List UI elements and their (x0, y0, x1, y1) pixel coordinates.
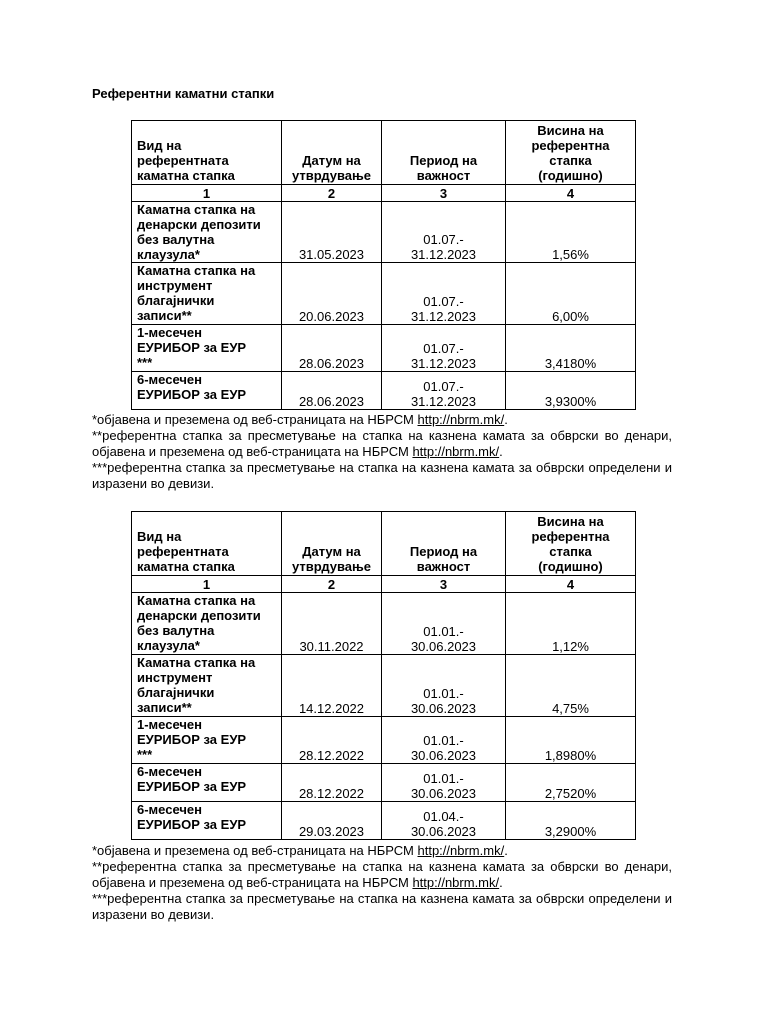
reference-rates-table-1 (131, 120, 636, 410)
validity-period: 01.07.- 31.12.2023 (382, 325, 506, 372)
footnote-1 (92, 412, 672, 428)
table-row (132, 802, 636, 840)
table-row (132, 655, 636, 717)
rate-value: 4,75% (506, 655, 636, 717)
index-cell: 4 (506, 185, 636, 202)
index-row (132, 185, 636, 202)
table-row (132, 202, 636, 263)
rate-type: 6-месечен ЕУРИБОР за ЕУР (132, 764, 282, 802)
nbrm-link[interactable]: http://nbrm.mk/ (412, 444, 500, 459)
table-row (132, 263, 636, 325)
validity-period: 01.07.- 31.12.2023 (382, 372, 506, 410)
index-cell: 1 (132, 576, 282, 593)
footnote-end: . (499, 444, 503, 459)
footnote-text: **референтна стапка за пресметување на стапка на казнена камата за обврски во денари, објавена и преземена од веб-страницата на НБРСМ (92, 859, 672, 890)
rate-value: 1,56% (506, 202, 636, 263)
index-cell: 3 (382, 576, 506, 593)
header-type: Вид на референтната каматна стапка (132, 121, 282, 185)
table-header-row (132, 121, 636, 185)
footnote-text: *објавена и преземена од веб-страницата на НБРСМ (92, 843, 418, 858)
fixing-date: 29.03.2023 (282, 802, 382, 840)
footnote-text: **референтна стапка за пресметување на стапка на казнена камата за обврски во денари, објавена и преземена од веб-страницата на НБРСМ (92, 428, 672, 459)
rate-value: 6,00% (506, 263, 636, 325)
rate-type: 6-месечен ЕУРИБОР за ЕУР (132, 372, 282, 410)
table-row (132, 593, 636, 655)
header-type: Вид на референтната каматна стапка (132, 512, 282, 576)
header-period: Период на важност (382, 512, 506, 576)
rate-type: Каматна стапка на денарски депозити без валутна клаузула* (132, 593, 282, 655)
rate-value: 2,7520% (506, 764, 636, 802)
index-row (132, 576, 636, 593)
rate-value: 1,12% (506, 593, 636, 655)
reference-rates-table-2 (131, 511, 636, 840)
validity-period: 01.07.- 31.12.2023 (382, 263, 506, 325)
fixing-date: 31.05.2023 (282, 202, 382, 263)
index-cell: 1 (132, 185, 282, 202)
validity-period: 01.01.- 30.06.2023 (382, 593, 506, 655)
footnotes-2 (92, 843, 672, 923)
fixing-date: 28.12.2022 (282, 717, 382, 764)
validity-period: 01.01.- 30.06.2023 (382, 764, 506, 802)
nbrm-link[interactable]: http://nbrm.mk/ (412, 875, 500, 890)
rate-type: 1-месечен ЕУРИБОР за ЕУР *** (132, 325, 282, 372)
table-row (132, 372, 636, 410)
validity-period: 01.01.- 30.06.2023 (382, 655, 506, 717)
rate-type: 1-месечен ЕУРИБОР за ЕУР *** (132, 717, 282, 764)
header-period: Период на важност (382, 121, 506, 185)
fixing-date: 28.06.2023 (282, 372, 382, 410)
index-cell: 2 (282, 185, 382, 202)
validity-period: 01.04.- 30.06.2023 (382, 802, 506, 840)
table-row (132, 764, 636, 802)
footnotes-1 (92, 412, 672, 492)
fixing-date: 14.12.2022 (282, 655, 382, 717)
validity-period: 01.01.- 30.06.2023 (382, 717, 506, 764)
rate-value: 3,9300% (506, 372, 636, 410)
validity-period: 01.07.- 31.12.2023 (382, 202, 506, 263)
page-title: Референтни каматни стапки (92, 86, 275, 101)
header-rate: Висина на референтна стапка (годишно) (506, 512, 636, 576)
rate-value: 3,4180% (506, 325, 636, 372)
fixing-date: 28.12.2022 (282, 764, 382, 802)
rate-value: 1,8980% (506, 717, 636, 764)
footnote-end: . (504, 843, 508, 858)
footnote-3: ***референтна стапка за пресметување на стапка на казнена камата за обврски определени и изразени во девизи. (92, 891, 672, 922)
footnote-end: . (504, 412, 508, 427)
rate-type: 6-месечен ЕУРИБОР за ЕУР (132, 802, 282, 840)
footnote-1 (92, 843, 672, 859)
fixing-date: 28.06.2023 (282, 325, 382, 372)
rate-value: 3,2900% (506, 802, 636, 840)
nbrm-link[interactable]: http://nbrm.mk/ (417, 412, 505, 427)
rate-type: Каматна стапка на инструмент благајнички записи** (132, 263, 282, 325)
header-date: Датум на утврдување (282, 121, 382, 185)
index-cell: 2 (282, 576, 382, 593)
index-cell: 4 (506, 576, 636, 593)
rate-type: Каматна стапка на денарски депозити без валутна клаузула* (132, 202, 282, 263)
footnote-2 (92, 859, 672, 891)
table-row (132, 325, 636, 372)
rate-type: Каматна стапка на инструмент благајнички записи** (132, 655, 282, 717)
footnote-end: . (499, 875, 503, 890)
fixing-date: 30.11.2022 (282, 593, 382, 655)
table-row (132, 717, 636, 764)
header-rate: Висина на референтна стапка (годишно) (506, 121, 636, 185)
footnote-text: *објавена и преземена од веб-страницата на НБРСМ (92, 412, 418, 427)
header-date: Датум на утврдување (282, 512, 382, 576)
table-header-row (132, 512, 636, 576)
index-cell: 3 (382, 185, 506, 202)
footnote-2 (92, 428, 672, 460)
nbrm-link[interactable]: http://nbrm.mk/ (417, 843, 505, 858)
fixing-date: 20.06.2023 (282, 263, 382, 325)
footnote-3: ***референтна стапка за пресметување на стапка на казнена камата за обврски определени и изразени во девизи. (92, 460, 672, 491)
